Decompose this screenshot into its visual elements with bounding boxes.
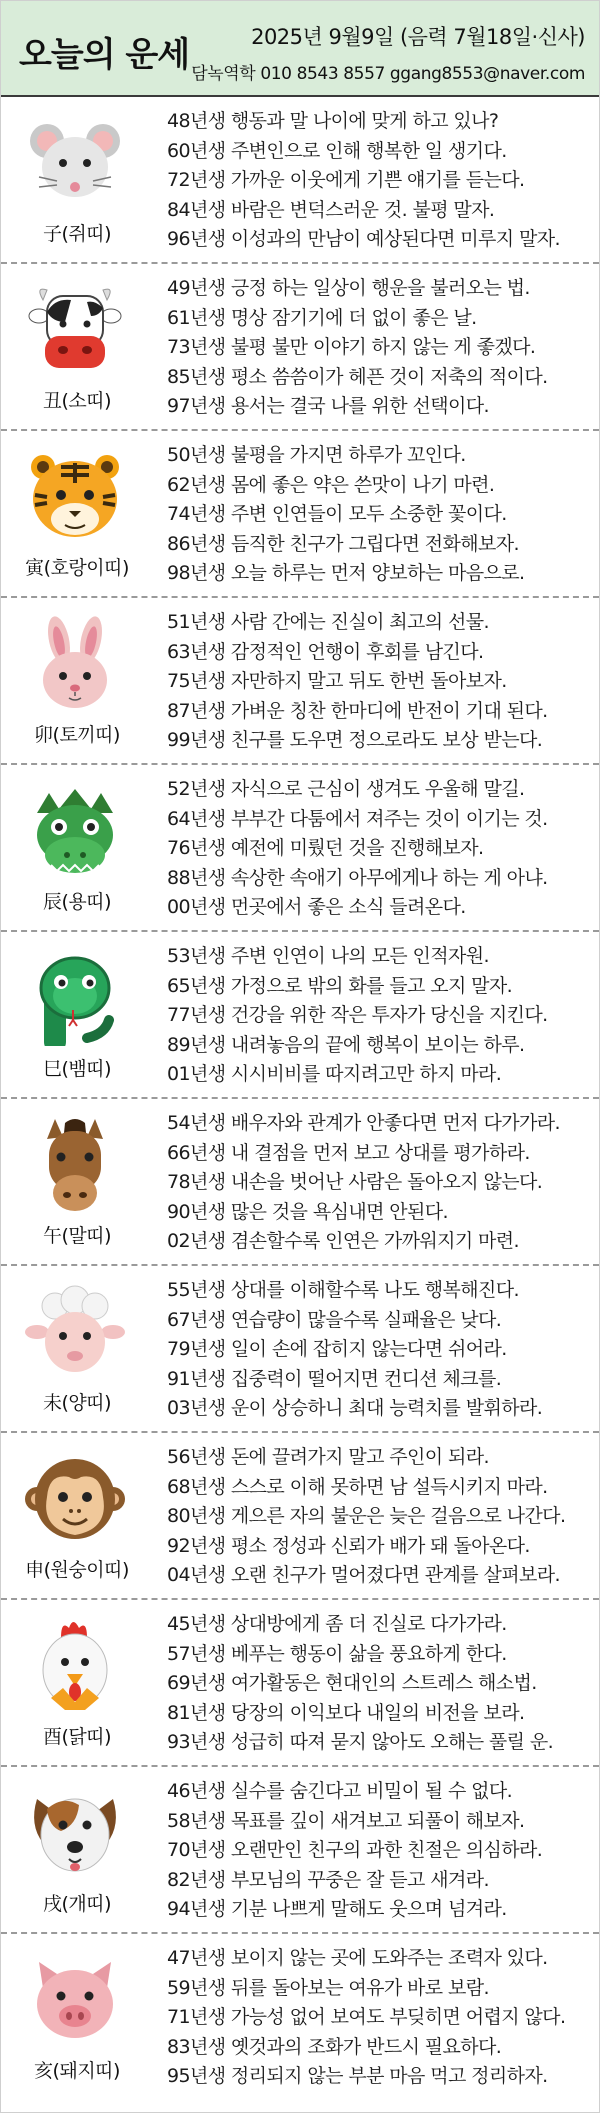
fortune-line: 88년생 속상한 속애기 아무에게나 하는 게 아냐. [167,866,548,889]
zodiac-name: 午(말띠) [42,1225,112,1247]
fortune-line: 51년생 사람 간에는 진실이 최고의 선물. [167,611,489,633]
fortune-line: 97년생 용서는 결국 나를 위한 선택이다. [167,395,489,417]
fortune-line: 00년생 먼곳에서 좋은 소식 들려온다. [167,896,466,918]
header [1,1,599,97]
fortune-line: 45년생 상대방에게 좀 더 진실로 다가가라. [167,1613,507,1635]
snake-icon [25,950,125,1046]
fortune-line: 93년생 성급히 따져 묻지 않아도 오해는 풀릴 운. [167,1731,554,1753]
fortune-line: 60년생 주변인으로 인해 행복한 일 생기다. [167,139,507,162]
zodiac-name: 亥(돼지띠) [34,2060,120,2082]
zodiac-section [1,97,599,264]
fortune-line: 01년생 시시비비를 따지려고만 하지 마라. [167,1063,502,1085]
fortune-lines [167,1944,591,2092]
zodiac-section [1,1934,599,2101]
fortune-line: 63년생 감정적인 언행이 후회를 남긴다. [167,640,484,663]
zodiac-list [1,97,599,2101]
fortune-lines [167,274,591,422]
fortune-line: 55년생 상대를 이해할수록 나도 행복해진다. [167,1279,519,1301]
fortune-line: 50년생 불평을 가지면 하루가 꼬인다. [167,444,466,466]
zodiac-section [1,431,599,598]
fortune-lines [167,441,591,589]
monkey-icon [25,1451,125,1547]
zodiac-section [1,598,599,765]
fortune-line: 84년생 바람은 변덕스러운 것. 불평 말자. [167,198,495,221]
fortune-line: 02년생 겸손할수록 인연은 가까워지기 마련. [167,1230,519,1252]
zodiac-name: 丑(소띠) [42,390,112,412]
fortune-line: 71년생 가능성 없어 보여도 부딪히면 어렵지 않다. [167,2006,566,2028]
fortune-line: 72년생 가까운 이웃에게 기쁜 얘기를 듣는다. [167,169,525,191]
rooster-icon [25,1618,125,1714]
fortune-line: 94년생 기분 나쁘게 말해도 웃으며 넘겨라. [167,1898,507,1920]
zodiac-name: 寅(호랑이띠) [25,557,129,579]
zodiac-name: 申(원숭이띠) [25,1559,129,1581]
fortune-line: 95년생 정리되지 않는 부분 마음 먹고 정리하자. [167,2065,548,2087]
zodiac-name: 巳(뱀띠) [42,1058,112,1080]
dog-icon [25,1785,125,1881]
fortune-line: 59년생 뒤를 돌아보는 여유가 바로 보람. [167,1976,489,1999]
fortune-line: 92년생 평소 정성과 신뢰가 배가 돼 돌아온다. [167,1534,530,1557]
fortune-lines [167,608,591,756]
pig-icon [25,1952,125,2048]
zodiac-section [1,1433,599,1600]
rat-icon [25,115,125,211]
fortune-line: 73년생 불평 불만 이야기 하지 않는 게 좋겠다. [167,336,536,358]
fortune-line: 80년생 게으른 자의 불운은 늦은 걸음으로 나간다. [167,1505,566,1527]
fortune-line: 65년생 가정으로 밖의 화를 들고 오지 말자. [167,974,513,997]
dragon-icon [25,783,125,879]
fortune-line: 86년생 듬직한 친구가 그립다면 전화해보자. [167,532,519,555]
fortune-line: 96년생 이성과의 만남이 예상된다면 미루지 말자. [167,228,560,250]
fortune-line: 53년생 주변 인연이 나의 모든 인적자원. [167,945,489,967]
fortune-line: 61년생 명상 잠기기에 더 없이 좋은 날. [167,306,477,329]
fortune-lines [167,1610,591,1758]
rabbit-icon [25,616,125,712]
zodiac-section [1,1099,599,1266]
fortune-line: 83년생 옛것과의 조화가 반드시 필요하다. [167,2035,502,2058]
fortune-line: 68년생 스스로 이해 못하면 남 설득시키지 마라. [167,1475,548,1498]
fortune-line: 87년생 가벼운 칭찬 한마디에 반전이 기대 된다. [167,699,548,722]
fortune-line: 56년생 돈에 끌려가지 말고 주인이 되라. [167,1446,489,1468]
fortune-line: 54년생 배우자와 관계가 안좋다면 먼저 다가가라. [167,1112,560,1134]
fortune-line: 04년생 오랜 친구가 멀어졌다면 관계를 살펴보라. [167,1564,560,1586]
fortune-line: 47년생 보이지 않는 곳에 도와주는 조력자 있다. [167,1947,548,1969]
fortune-lines [167,1777,591,1925]
zodiac-name: 子(쥐띠) [42,223,112,245]
fortune-line: 90년생 많은 것을 욕심내면 안된다. [167,1200,448,1223]
fortune-lines [167,1443,591,1591]
tiger-icon [25,449,125,545]
sheep-icon [25,1284,125,1380]
fortune-line: 58년생 목표를 깊이 새겨보고 되풀이 해보자. [167,1809,525,1832]
zodiac-section [1,932,599,1099]
fortune-lines [167,775,591,923]
zodiac-name: 辰(용띠) [42,891,112,913]
fortune-line: 67년생 연습량이 많을수록 실패율은 낮다. [167,1308,502,1331]
ox-icon [25,282,125,378]
fortune-line: 57년생 베푸는 행동이 삶을 풍요하게 한다. [167,1642,507,1665]
zodiac-section [1,1266,599,1433]
fortune-line: 78년생 내손을 벗어난 사람은 돌아오지 않는다. [167,1171,543,1193]
page-title: 오늘의 운세 [19,35,190,75]
fortune-line: 70년생 오랜만인 친구의 과한 친절은 의심하라. [167,1839,543,1861]
fortune-line: 64년생 부부간 다툼에서 져주는 것이 이기는 것. [167,807,548,830]
fortune-line: 49년생 긍정 하는 일상이 행운을 불러오는 법. [167,277,530,299]
fortune-line: 91년생 집중력이 떨어지면 컨디션 체크를. [167,1367,502,1390]
zodiac-name: 未(양띠) [42,1392,112,1414]
date-label: 2025년 9월9일 (음력 7월18일·신사) [251,25,585,49]
fortune-lines [167,942,591,1090]
fortune-lines [167,1109,591,1257]
zodiac-section [1,765,599,932]
fortune-line: 85년생 평소 씀씀이가 헤픈 것이 저축의 적이다. [167,365,548,388]
fortune-line: 76년생 예전에 미뤘던 것을 진행해보자. [167,837,484,859]
fortune-line: 89년생 내려놓음의 끝에 행복이 보이는 하루. [167,1033,525,1056]
fortune-line: 77년생 건강을 위한 작은 투자가 당신을 지킨다. [167,1004,548,1026]
zodiac-name: 戌(개띠) [42,1893,112,1915]
fortune-lines [167,1276,591,1424]
fortune-line: 52년생 자식으로 근심이 생겨도 우울해 말길. [167,778,525,800]
zodiac-section [1,264,599,431]
fortune-line: 62년생 몸에 좋은 약은 쓴맛이 나기 마련. [167,473,495,496]
fortune-line: 82년생 부모님의 꾸중은 잘 듣고 새겨라. [167,1868,489,1891]
horse-icon [25,1117,125,1213]
zodiac-section [1,1600,599,1767]
fortune-lines [167,107,591,255]
fortune-line: 48년생 행동과 말 나이에 맞게 하고 있나? [167,110,499,132]
fortune-line: 75년생 자만하지 말고 뒤도 한번 돌아보자. [167,670,507,692]
fortune-line: 98년생 오늘 하루는 먼저 양보하는 마음으로. [167,562,525,584]
fortune-line: 69년생 여가활동은 현대인의 스트레스 해소법. [167,1672,537,1694]
fortune-line: 46년생 실수를 숨긴다고 비밀이 될 수 없다. [167,1780,513,1802]
zodiac-name: 卯(토끼띠) [34,724,120,746]
fortune-line: 81년생 당장의 이익보다 내일의 비전을 보라. [167,1701,525,1724]
fortune-line: 79년생 일이 손에 잡히지 않는다면 쉬어라. [167,1338,507,1360]
contact-info: 담녹역학 010 8543 8557 ggang8553@naver.com [191,64,585,84]
fortune-line: 03년생 운이 상승하니 최대 능력치를 발휘하라. [167,1397,543,1419]
fortune-line: 74년생 주변 인연들이 모두 소중한 꽃이다. [167,503,507,525]
fortune-line: 99년생 친구를 도우면 정으로라도 보상 받는다. [167,729,543,751]
zodiac-name: 酉(닭띠) [42,1726,112,1748]
fortune-line: 66년생 내 결점을 먼저 보고 상대를 평가하라. [167,1141,530,1164]
zodiac-section [1,1767,599,1934]
